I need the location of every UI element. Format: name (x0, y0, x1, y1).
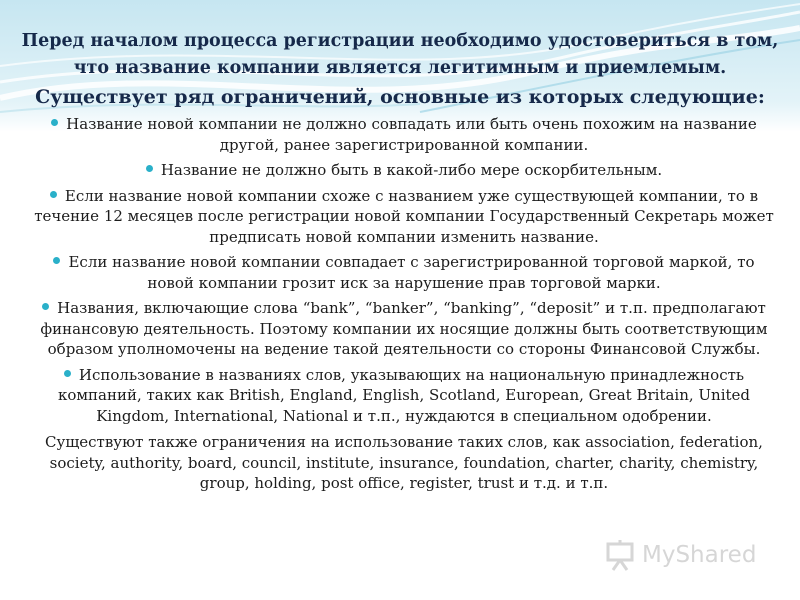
bullet-dot-icon (53, 257, 60, 264)
bullet-text: Названия, включающие слова “bank”, “banker”, “banking”, “deposit” и т.п. предполагают финансовую деятельность. Поэтому компании их носящие должны быть соответствующим образом уполномочены на ведение такой деятельности со стороны Финансовой Службы. (40, 299, 768, 358)
bullet-text: Если название новой компании совпадает с зарегистрированной торговой маркой, то новой компании грозит иск за нарушение прав торговой марки. (68, 253, 755, 292)
presentation-board-icon (604, 538, 638, 572)
watermark (604, 538, 784, 574)
bullet-dot-icon (51, 119, 58, 126)
bullet-item (28, 252, 780, 293)
bullet-dot-icon (146, 165, 153, 172)
watermark-text: MyShared (642, 542, 757, 568)
bullet-text: Название новой компании не должно совпадать или быть очень похожим на название другой, ранее зарегистрированной компании. (66, 115, 757, 154)
title-line: Существует ряд ограничений, основные из которых следующие: (35, 86, 765, 108)
slide-title (0, 28, 800, 112)
bullet-item (28, 114, 780, 155)
bullet-dot-icon (50, 191, 57, 198)
bullet-item (28, 186, 780, 248)
bullet-text: Если название новой компании схоже с названием уже существующей компании, то в течение 12 месяцев после регистрации новой компании Государственный Секретарь может предписать новой компании изменить название. (34, 186, 774, 246)
bullet-dot-icon (64, 370, 71, 377)
closing-paragraph: Существуют также ограничения на использование таких слов, как association, federation, society, authority, board, council, institute, insurance, foundation, charter, charity, chemistry, group, holding, post office, register, trust и т.д. и т.п. (45, 433, 763, 492)
title-line: что название компании является легитимным и приемлемым. (73, 58, 727, 78)
bullet-item (28, 160, 780, 181)
bullet-text: Использование в названиях слов, указывающих на национальную принадлежность компаний, таких как British, England, English, Scotland, European, Great Britain, United Kingdom, International, National и т.п., нуждаются в специальном одобрении. (57, 365, 751, 425)
slide-content (28, 114, 780, 494)
bullet-item (28, 298, 780, 360)
bullet-dot-icon (42, 303, 49, 310)
bullet-text: Название не должно быть в какой-либо мере оскорбительным. (160, 161, 663, 179)
title-line: Перед началом процесса регистрации необходимо удостовериться в том, (21, 31, 779, 51)
bullet-item (28, 365, 780, 427)
